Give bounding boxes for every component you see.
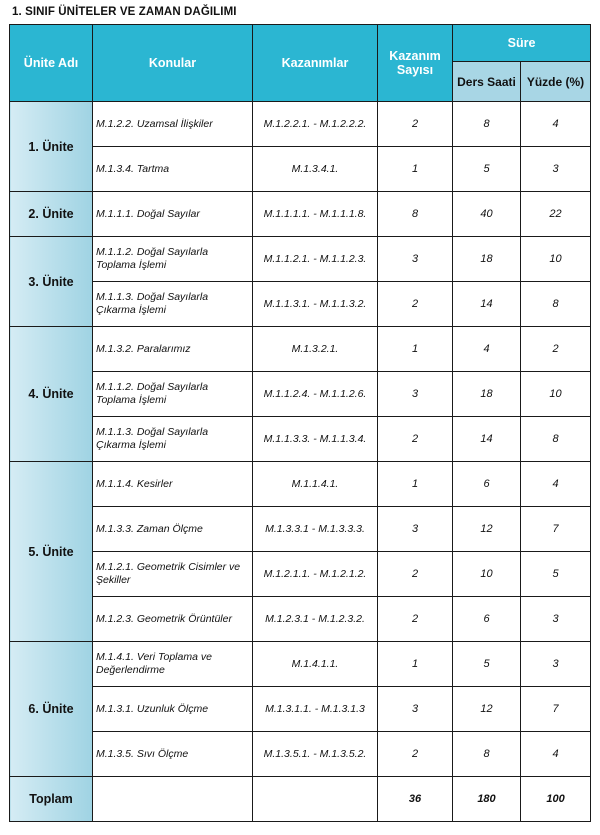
outcome-count-cell: 2 <box>378 102 453 147</box>
total-count: 36 <box>378 777 453 822</box>
topic-cell: M.1.2.2. Uzamsal İlişkiler <box>93 102 253 147</box>
outcome-code-cell: M.1.4.1.1. <box>253 642 378 687</box>
unit-name: 2. Ünite <box>10 192 93 237</box>
units-table <box>9 24 591 822</box>
total-row <box>10 777 591 822</box>
hours-cell: 5 <box>453 147 521 192</box>
unit-name: 5. Ünite <box>10 462 93 642</box>
outcome-count-cell: 1 <box>378 327 453 372</box>
hours-cell: 12 <box>453 507 521 552</box>
outcome-count-cell: 3 <box>378 237 453 282</box>
outcome-code-cell: M.1.1.2.1. - M.1.1.2.3. <box>253 237 378 282</box>
table-row <box>10 372 591 417</box>
topic-cell: M.1.1.1. Doğal Sayılar <box>93 192 253 237</box>
outcome-count-cell: 2 <box>378 282 453 327</box>
unit-name: 1. Ünite <box>10 102 93 192</box>
topic-cell: M.1.4.1. Veri Toplama ve Değerlendirme <box>93 642 253 687</box>
topic-cell: M.1.1.4. Kesirler <box>93 462 253 507</box>
percent-cell: 4 <box>521 462 591 507</box>
table-row <box>10 147 591 192</box>
hours-cell: 8 <box>453 732 521 777</box>
hours-cell: 5 <box>453 642 521 687</box>
hours-cell: 14 <box>453 417 521 462</box>
hours-cell: 6 <box>453 462 521 507</box>
hours-cell: 8 <box>453 102 521 147</box>
percent-cell: 3 <box>521 147 591 192</box>
topic-cell: M.1.1.3. Doğal Sayılarla Çıkarma İşlemi <box>93 282 253 327</box>
outcome-code-cell: M.1.3.3.1 - M.1.3.3.3. <box>253 507 378 552</box>
topic-cell: M.1.2.3. Geometrik Örüntüler <box>93 597 253 642</box>
total-percent: 100 <box>521 777 591 822</box>
outcome-count-cell: 8 <box>378 192 453 237</box>
table-body <box>10 102 591 777</box>
percent-cell: 7 <box>521 687 591 732</box>
outcome-count-cell: 2 <box>378 597 453 642</box>
outcome-code-cell: M.1.1.3.3. - M.1.1.3.4. <box>253 417 378 462</box>
topic-cell: M.1.3.3. Zaman Ölçme <box>93 507 253 552</box>
header-outcome-count: Kazanım Sayısı <box>378 25 453 102</box>
header-duration: Süre <box>453 25 591 62</box>
outcome-count-cell: 3 <box>378 507 453 552</box>
table-row <box>10 237 591 282</box>
total-outcomes-empty <box>253 777 378 822</box>
total-hours: 180 <box>453 777 521 822</box>
unit-name: 3. Ünite <box>10 237 93 327</box>
topic-cell: M.1.1.2. Doğal Sayılarla Toplama İşlemi <box>93 372 253 417</box>
percent-cell: 10 <box>521 237 591 282</box>
topic-cell: M.1.1.2. Doğal Sayılarla Toplama İşlemi <box>93 237 253 282</box>
table-row <box>10 462 591 507</box>
table-row <box>10 507 591 552</box>
outcome-count-cell: 2 <box>378 417 453 462</box>
topic-cell: M.1.2.1. Geometrik Cisimler ve Şekiller <box>93 552 253 597</box>
percent-cell: 5 <box>521 552 591 597</box>
header-percent: Yüzde (%) <box>521 62 591 102</box>
table-row <box>10 597 591 642</box>
unit-name: 4. Ünite <box>10 327 93 462</box>
table-row <box>10 642 591 687</box>
outcome-count-cell: 1 <box>378 462 453 507</box>
topic-cell: M.1.1.3. Doğal Sayılarla Çıkarma İşlemi <box>93 417 253 462</box>
hours-cell: 40 <box>453 192 521 237</box>
percent-cell: 8 <box>521 417 591 462</box>
header-outcomes: Kazanımlar <box>253 25 378 102</box>
outcome-count-cell: 3 <box>378 372 453 417</box>
hours-cell: 18 <box>453 237 521 282</box>
page-title: 1. SINIF ÜNİTELER VE ZAMAN DAĞILIMI <box>12 6 237 18</box>
table-row <box>10 327 591 372</box>
table-row <box>10 732 591 777</box>
percent-cell: 22 <box>521 192 591 237</box>
outcome-code-cell: M.1.3.2.1. <box>253 327 378 372</box>
total-label: Toplam <box>10 777 93 822</box>
header-hours: Ders Saati <box>453 62 521 102</box>
outcome-code-cell: M.1.2.1.1. - M.1.2.1.2. <box>253 552 378 597</box>
outcome-code-cell: M.1.2.2.1. - M.1.2.2.2. <box>253 102 378 147</box>
outcome-code-cell: M.1.1.2.4. - M.1.1.2.6. <box>253 372 378 417</box>
outcome-count-cell: 3 <box>378 687 453 732</box>
outcome-code-cell: M.1.3.5.1. - M.1.3.5.2. <box>253 732 378 777</box>
percent-cell: 7 <box>521 507 591 552</box>
table-row <box>10 687 591 732</box>
hours-cell: 12 <box>453 687 521 732</box>
percent-cell: 3 <box>521 642 591 687</box>
hours-cell: 6 <box>453 597 521 642</box>
outcome-code-cell: M.1.1.4.1. <box>253 462 378 507</box>
header-unit: Ünite Adı <box>10 25 93 102</box>
percent-cell: 8 <box>521 282 591 327</box>
topic-cell: M.1.3.5. Sıvı Ölçme <box>93 732 253 777</box>
table-row <box>10 102 591 147</box>
outcome-count-cell: 2 <box>378 732 453 777</box>
percent-cell: 10 <box>521 372 591 417</box>
percent-cell: 4 <box>521 732 591 777</box>
table-row <box>10 192 591 237</box>
header-topics: Konular <box>93 25 253 102</box>
percent-cell: 2 <box>521 327 591 372</box>
hours-cell: 10 <box>453 552 521 597</box>
hours-cell: 14 <box>453 282 521 327</box>
outcome-code-cell: M.1.1.1.1. - M.1.1.1.8. <box>253 192 378 237</box>
outcome-count-cell: 1 <box>378 642 453 687</box>
table-row <box>10 417 591 462</box>
hours-cell: 18 <box>453 372 521 417</box>
outcome-count-cell: 1 <box>378 147 453 192</box>
outcome-code-cell: M.1.3.1.1. - M.1.3.1.3 <box>253 687 378 732</box>
table-row <box>10 552 591 597</box>
unit-name: 6. Ünite <box>10 642 93 777</box>
table-row <box>10 282 591 327</box>
total-topics-empty <box>93 777 253 822</box>
outcome-code-cell: M.1.3.4.1. <box>253 147 378 192</box>
hours-cell: 4 <box>453 327 521 372</box>
topic-cell: M.1.3.4. Tartma <box>93 147 253 192</box>
percent-cell: 3 <box>521 597 591 642</box>
percent-cell: 4 <box>521 102 591 147</box>
topic-cell: M.1.3.2. Paralarımız <box>93 327 253 372</box>
topic-cell: M.1.3.1. Uzunluk Ölçme <box>93 687 253 732</box>
outcome-code-cell: M.1.1.3.1. - M.1.1.3.2. <box>253 282 378 327</box>
outcome-count-cell: 2 <box>378 552 453 597</box>
outcome-code-cell: M.1.2.3.1 - M.1.2.3.2. <box>253 597 378 642</box>
